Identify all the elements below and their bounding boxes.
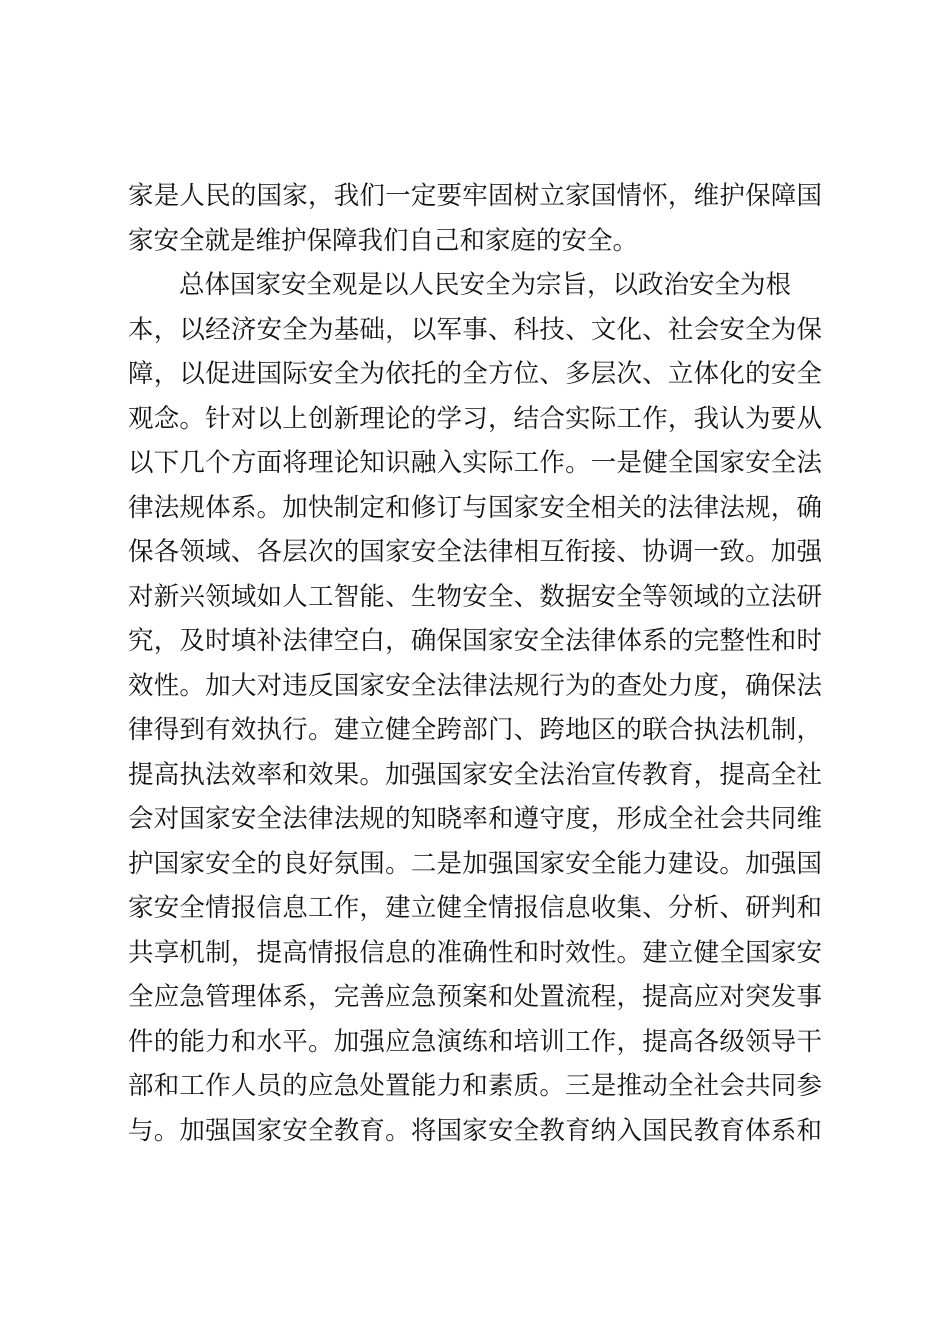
paragraph-line: 律法规体系。加快制定和修订与国家安全相关的法律法规，确 [128,492,822,523]
paragraph-line: 家是人民的国家，我们一定要牢固树立家国情怀，维护保障国 [128,181,822,211]
paragraph-line: 全应急管理体系，完善应急预案和处置流程，提高应对突发事 [128,982,822,1012]
paragraph-line: 会对国家安全法律法规的知晓率和遵守度，形成全社会共同维 [128,804,822,834]
paragraph-line: 家安全就是维护保障我们自己和家庭的安全。 [128,225,639,256]
paragraph-line: 家安全情报信息工作，建立健全情报信息收集、分析、研判和 [128,893,822,923]
paragraph-line: 对新兴领域如人工智能、生物安全、数据安全等领域的立法研 [128,581,822,612]
paragraph-line: 保各领域、各层次的国家安全法律相互衔接、协调一致。加强 [128,537,822,567]
paragraph-line: 提高执法效率和效果。加强国家安全法治宣传教育，提高全社 [128,759,822,790]
paragraph-2 [128,263,822,1153]
paragraph-line: 护国家安全的良好氛围。二是加强国家安全能力建设。加强国 [128,848,822,879]
paragraph-line: 律得到有效执行。建立健全跨部门、跨地区的联合执法机制， [128,715,822,745]
paragraph-line: 效性。加大对违反国家安全法律法规行为的查处力度，确保法 [128,670,822,701]
paragraph-line: 观念。针对以上创新理论的学习，结合实际工作，我认为要从 [128,403,822,434]
paragraph-line: 件的能力和水平。加强应急演练和培训工作，提高各级领导干 [128,1026,822,1057]
paragraph-line: 部和工作人员的应急处置能力和素质。三是推动全社会共同参 [128,1071,822,1101]
paragraph-line: 本，以经济安全为基础，以军事、科技、文化、社会安全为保 [128,314,822,345]
paragraph-line: 以下几个方面将理论知识融入实际工作。一是健全国家安全法 [128,448,822,478]
paragraph-line: 共享机制，提高情报信息的准确性和时效性。建立健全国家安 [128,937,822,968]
paragraph-1 [128,174,822,263]
paragraph-line: 总体国家安全观是以人民安全为宗旨，以政治安全为根 [179,270,792,300]
paragraph-line: 障，以促进国际安全为依托的全方位、多层次、立体化的安全 [128,359,822,389]
paragraph-line: 究，及时填补法律空白，确保国家安全法律体系的完整性和时 [128,626,822,656]
paragraph-line: 与。加强国家安全教育。将国家安全教育纳入国民教育体系和 [128,1115,822,1146]
